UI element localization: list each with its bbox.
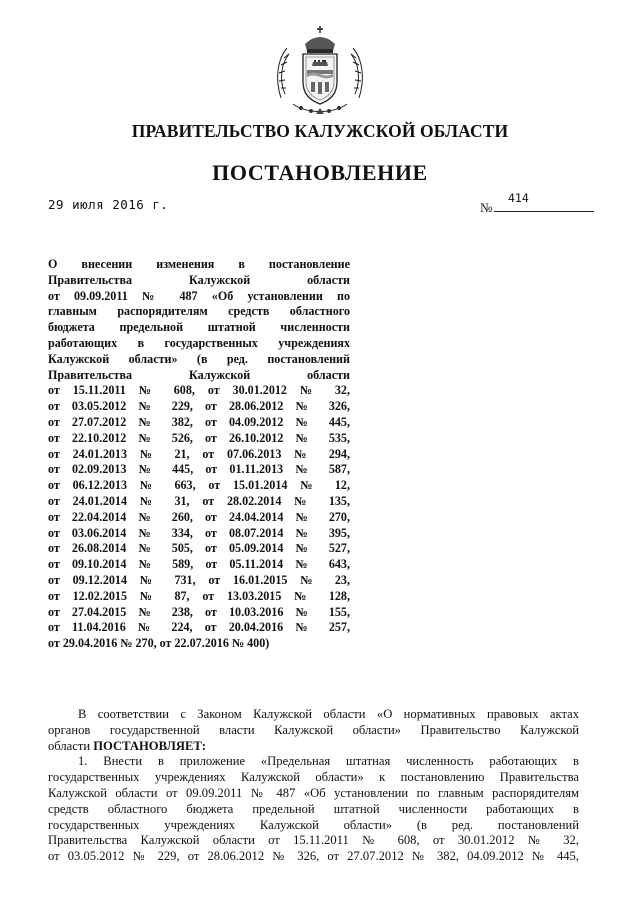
subject-line: от 27.04.2015 № 238, от 10.03.2016 № 155, <box>48 604 350 619</box>
subject-line: от 22.04.2014 № 260, от 24.04.2014 № 270, <box>48 509 350 524</box>
subject-line: от 24.01.2014 № 31, от 28.02.2014 № 135, <box>48 493 350 508</box>
document-date: 29 июля 2016 г. <box>48 197 169 212</box>
body-line: государственных учреждениях Калужской области» (в ред. постановлений <box>48 817 579 832</box>
government-name-heading: ПРАВИТЕЛЬСТВО КАЛУЖСКОЙ ОБЛАСТИ <box>131 121 509 141</box>
subject-line: от 09.10.2014 № 589, от 05.11.2014 № 643, <box>48 557 350 572</box>
body-line: государственных учреждениях Калужской области» к постановлению Правительства <box>48 770 579 785</box>
subject-line: от 03.06.2014 № 334, от 08.07.2014 № 395, <box>48 525 350 540</box>
body-line <box>48 739 579 755</box>
subject-line: от 27.07.2012 № 382, от 04.09.2012 № 445, <box>48 414 350 429</box>
resolves-keyword: ПОСТАНОВЛЯЕТ: <box>93 738 206 753</box>
subject-line: от 22.10.2012 № 526, от 26.10.2012 № 535, <box>48 430 350 445</box>
subject-line: Правительства Калужской области <box>48 272 350 287</box>
subject-line: от 02.09.2013 № 445, от 01.11.2013 № 587, <box>48 462 350 477</box>
document-type-heading: ПОСТАНОВЛЕНИЕ <box>212 160 428 185</box>
document-number-underline <box>494 211 594 212</box>
document-body <box>48 707 579 865</box>
subject-line: от 09.12.2014 № 731, от 16.01.2015 № 23, <box>48 572 350 587</box>
subject-line: бюджета предельной штатной численности <box>48 320 350 335</box>
body-line: В соответствии с Законом Калужской области «О нормативных правовых актах <box>78 707 579 721</box>
subject-line: от 15.11.2011 № 608, от 30.01.2012 № 32, <box>48 383 350 398</box>
subject-line: от 12.02.2015 № 87, от 13.03.2015 № 128, <box>48 588 350 603</box>
body-line: от 03.05.2012 № 229, от 28.06.2012 № 326, от 27.07.2012 № 382, 04.09.2012 № 445, <box>48 849 579 864</box>
document-subject-block <box>48 257 350 652</box>
body-line: 1. Внести в приложение «Предельная штатная численность работающих в <box>78 754 579 769</box>
kaluga-coat-of-arms-emblem <box>271 24 369 120</box>
subject-line: от 03.05.2012 № 229, от 28.06.2012 № 326, <box>48 399 350 414</box>
subject-line: О внесении изменения в постановление <box>48 257 350 271</box>
subject-line: Калужской области» (в ред. постановлений <box>48 351 350 366</box>
subject-line: от 29.04.2016 № 270, от 22.07.2016 № 400) <box>48 636 270 651</box>
body-line: Правительства Калужской области от 15.11.2011 № 608, от 30.01.2012 № 32, <box>48 833 579 848</box>
subject-line: от 24.01.2013 № 21, от 07.06.2013 № 294, <box>48 446 350 461</box>
subject-line: от 26.08.2014 № 505, от 05.09.2014 № 527, <box>48 541 350 556</box>
body-line: органов государственной власти Калужской области» Правительство Калужской <box>48 722 579 737</box>
body-text: области <box>48 738 91 753</box>
subject-line: Правительства Калужской области <box>48 367 350 382</box>
document-number-label: № <box>480 200 493 215</box>
subject-line: главным распорядителям средств областного <box>48 304 350 319</box>
document-number: 414 <box>508 191 529 205</box>
subject-line: от 06.12.2013 № 663, от 15.01.2014 № 12, <box>48 478 350 493</box>
subject-line: работающих в государственных учреждениях <box>48 335 350 350</box>
body-line: средств областного бюджета предельной штатной численности работающих в <box>48 801 579 816</box>
body-line: Калужской области от 09.09.2011 № 487 «Об установлении по главным распорядителям <box>48 785 579 800</box>
subject-line: от 11.04.2016 № 224, от 20.04.2016 № 257, <box>48 620 350 635</box>
subject-line: от 09.09.2011 № 487 «Об установлении по <box>48 288 350 303</box>
